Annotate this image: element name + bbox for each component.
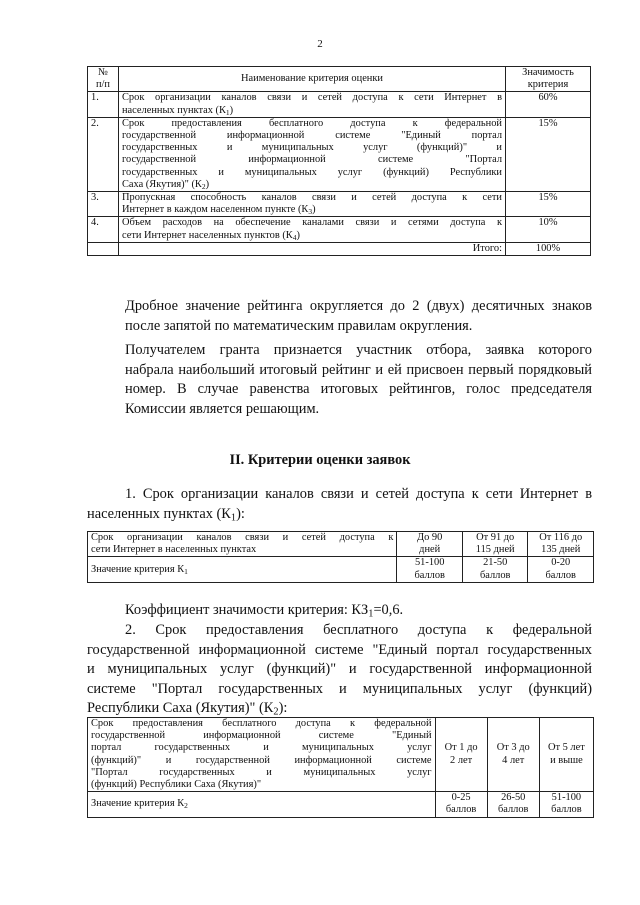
k2-intro-paragraph <box>87 621 592 719</box>
k1-period-line: 135 дней <box>541 544 581 556</box>
header-significance: Значимость критерия <box>506 67 591 92</box>
k1-intro-line: 1. Срок организации каналов связи и сетей доступа к сети Интернет в <box>125 486 592 502</box>
k1-value-label: Значение критерия $К_1$ <box>88 557 397 582</box>
winner-line: набрала наибольший итоговый рейтинг и ей присвоен первый порядковый <box>125 361 592 378</box>
winner-paragraph <box>87 341 592 419</box>
criteria-header-row <box>88 67 591 92</box>
k2-score-line: 51-100 <box>551 792 582 804</box>
k2-score-line: 0-25 <box>451 792 471 804</box>
criteria-name-subscript: 3 <box>308 207 313 217</box>
k1-intro-line: населенных пунктах $(К_1)$: <box>87 505 245 524</box>
k2-score-2 <box>487 792 539 817</box>
k1-score-line: баллов <box>414 569 445 581</box>
total-empty-cell <box>88 242 119 255</box>
criteria-row-num: 2. <box>88 117 119 191</box>
k2-score-line: баллов <box>498 804 529 816</box>
k1-score-line: 51-100 <box>414 557 445 569</box>
k1-period-row <box>88 532 594 557</box>
criteria-row-num: 3. <box>88 192 119 217</box>
criteria-row-significance: 60% <box>506 92 591 117</box>
criteria-name-subscript: 2 <box>201 181 206 191</box>
total-label: Итого: <box>119 242 506 255</box>
criteria-row-significance: 15% <box>506 117 591 191</box>
k1-period-line: 115 дней <box>475 544 515 556</box>
k1-score-2 <box>462 557 528 582</box>
criteria-name-line: государственной информационной системе "Портал <box>122 154 502 166</box>
rounding-line: после запятой по математическим правилам округления. <box>125 317 473 334</box>
criteria-row-name <box>119 217 506 242</box>
criteria-row-significance: 10% <box>506 217 591 242</box>
k1-label-line: сети Интернет в населенных пунктах <box>91 544 257 556</box>
criteria-name-line: государственных и муниципальных услуг (функций) Республики <box>122 166 502 178</box>
criteria-name-subscript: 4 <box>292 232 297 242</box>
winner-line: Комиссии является решающим. <box>125 400 320 417</box>
k2-period-line: От 1 до <box>444 742 478 754</box>
winner-line: номер. В случае равенства итоговых рейтингов, голос председателя <box>125 381 592 397</box>
criteria-name-subscript: 1 <box>225 107 230 117</box>
k1-score-row <box>88 557 594 582</box>
criteria-row-4 <box>88 217 591 242</box>
criteria-row-significance: 15% <box>506 192 591 217</box>
k1-period-line: дней <box>419 544 441 556</box>
criteria-name-line: Объем расходов на обеспечение каналами связи и сетями доступа к <box>122 217 502 229</box>
k1-period-line: До 90 <box>417 532 443 543</box>
criteria-name-line: Интернет в каждом населенном пункте $(К_3)$ <box>122 204 316 217</box>
k2-score-line: 26-50 <box>501 792 526 804</box>
criteria-row-num: 1. <box>88 92 119 117</box>
criteria-name-line: населенных пунктах $(К_1)$ <box>122 104 234 117</box>
rounding-paragraph <box>87 297 592 336</box>
criteria-name-line: Пропускная способность каналов связи и сетей доступа к сети <box>122 192 502 204</box>
criteria-row-1 <box>88 92 591 117</box>
criteria-row-3 <box>88 192 591 217</box>
k2-period-line: и выше <box>550 754 583 766</box>
criteria-row-num: 4. <box>88 217 119 242</box>
k2-label-line: "Портал государственных и муниципальных услуг <box>91 766 432 778</box>
k1-label-cell <box>88 532 397 557</box>
criteria-name-line: Срок организации каналов связи и сетей доступа к сети Интернет в <box>122 92 502 104</box>
criteria-row-name <box>119 92 506 117</box>
k1-intro-subscript: 1 <box>230 512 237 524</box>
criteria-row-name <box>119 117 506 191</box>
k1-period-line: От 116 до <box>539 532 583 543</box>
k2-period-1 <box>435 718 487 792</box>
k2-label-line: портал государственных и муниципальных услуг <box>91 742 432 754</box>
criteria-name-line: Срок предоставления бесплатного доступа к федеральной <box>122 117 502 129</box>
rounding-line: Дробное значение рейтинга округляется до 2 (двух) десятичных знаков <box>125 298 592 314</box>
k2-period-2 <box>487 718 539 792</box>
k2-period-line: 4 лет <box>502 754 525 766</box>
k2-intro-line: системе "Портал государственных и муниципальных услуг (функций) <box>87 680 592 697</box>
k2-value-subscript: 2 <box>184 801 188 811</box>
coefficient-subscript: 1 <box>368 608 374 620</box>
k1-value-subscript: 1 <box>184 566 188 576</box>
k1-score-line: баллов <box>479 569 511 581</box>
k1-period-2 <box>462 532 528 557</box>
k2-period-line: От 3 до <box>496 742 530 754</box>
k2-label-cell <box>88 718 436 792</box>
k2-label-line: государственной информационной системе "Единый <box>91 730 432 742</box>
k2-table <box>87 717 594 818</box>
criteria-name-line: государственной информационной системе "Единый портал <box>122 130 502 142</box>
k2-value-label: Значение критерия $К_2$ <box>88 792 436 817</box>
k2-score-line: баллов <box>445 804 477 816</box>
header-name: Наименование критерия оценки <box>119 67 506 92</box>
section-heading: II. Критерии оценки заявок <box>229 452 411 468</box>
k2-label-line: (функций) Республики Саха (Якутия)" <box>91 779 262 791</box>
criteria-total-row <box>88 242 591 255</box>
page-number: 2 <box>317 38 323 50</box>
coefficient-line: Коэффициент значимости критерия: $КЗ_1=0,6$. <box>125 602 404 620</box>
k2-intro-line: государственной информационной системе "Единый портал государственных <box>87 641 592 658</box>
k2-score-1 <box>435 792 487 817</box>
k1-score-3 <box>528 557 594 582</box>
k2-period-row <box>88 718 594 792</box>
header-num-text: № п/п <box>95 67 110 91</box>
total-value: 100% <box>506 242 591 255</box>
criteria-row-2 <box>88 117 591 191</box>
k2-score-line: баллов <box>551 804 582 816</box>
header-num <box>88 67 119 92</box>
winner-line: Получателем гранта признается участник отбора, заявка которого <box>125 342 592 358</box>
k1-score-line: баллов <box>545 569 576 581</box>
k2-label-line: (функций)" и государственной информационной системе <box>91 754 432 766</box>
k1-intro-paragraph <box>87 485 592 524</box>
k1-period-1 <box>397 532 463 557</box>
criteria-table <box>87 66 591 256</box>
criteria-row-name <box>119 192 506 217</box>
criteria-name-line: Саха (Якутия)" $(К_2)$ <box>122 178 210 191</box>
k2-intro-line: 2. Срок предоставления бесплатного доступа к федеральной <box>125 622 592 638</box>
k1-score-1 <box>397 557 463 582</box>
k2-intro-line: и муниципальных услуг (функций)" и государственной информационной <box>87 661 592 677</box>
k1-label-line: Срок организации каналов связи и сетей доступа к <box>91 532 394 543</box>
k1-table <box>87 531 594 583</box>
k2-period-line: 2 лет <box>450 754 473 766</box>
k2-period-3 <box>539 718 593 792</box>
k2-period-line: От 5 лет <box>548 742 585 754</box>
k1-score-line: 21-50 <box>483 557 508 569</box>
k1-period-line: От 91 до <box>476 532 515 543</box>
k2-score-row <box>88 792 594 817</box>
criteria-name-line: сети Интернет населенных пунктов $(К_4)$ <box>122 229 300 242</box>
criteria-name-line: государственных и муниципальных услуг (функций)" и <box>122 142 502 154</box>
k2-score-3 <box>539 792 593 817</box>
k2-label-line: Срок предоставления бесплатного доступа к федеральной <box>91 718 432 729</box>
k2-intro-line: Республики Саха (Якутия)" $(К_2)$: <box>87 700 288 718</box>
k2-intro-subscript: 2 <box>273 706 279 718</box>
k1-period-3 <box>528 532 594 557</box>
k1-score-line: 0-20 <box>551 557 571 569</box>
